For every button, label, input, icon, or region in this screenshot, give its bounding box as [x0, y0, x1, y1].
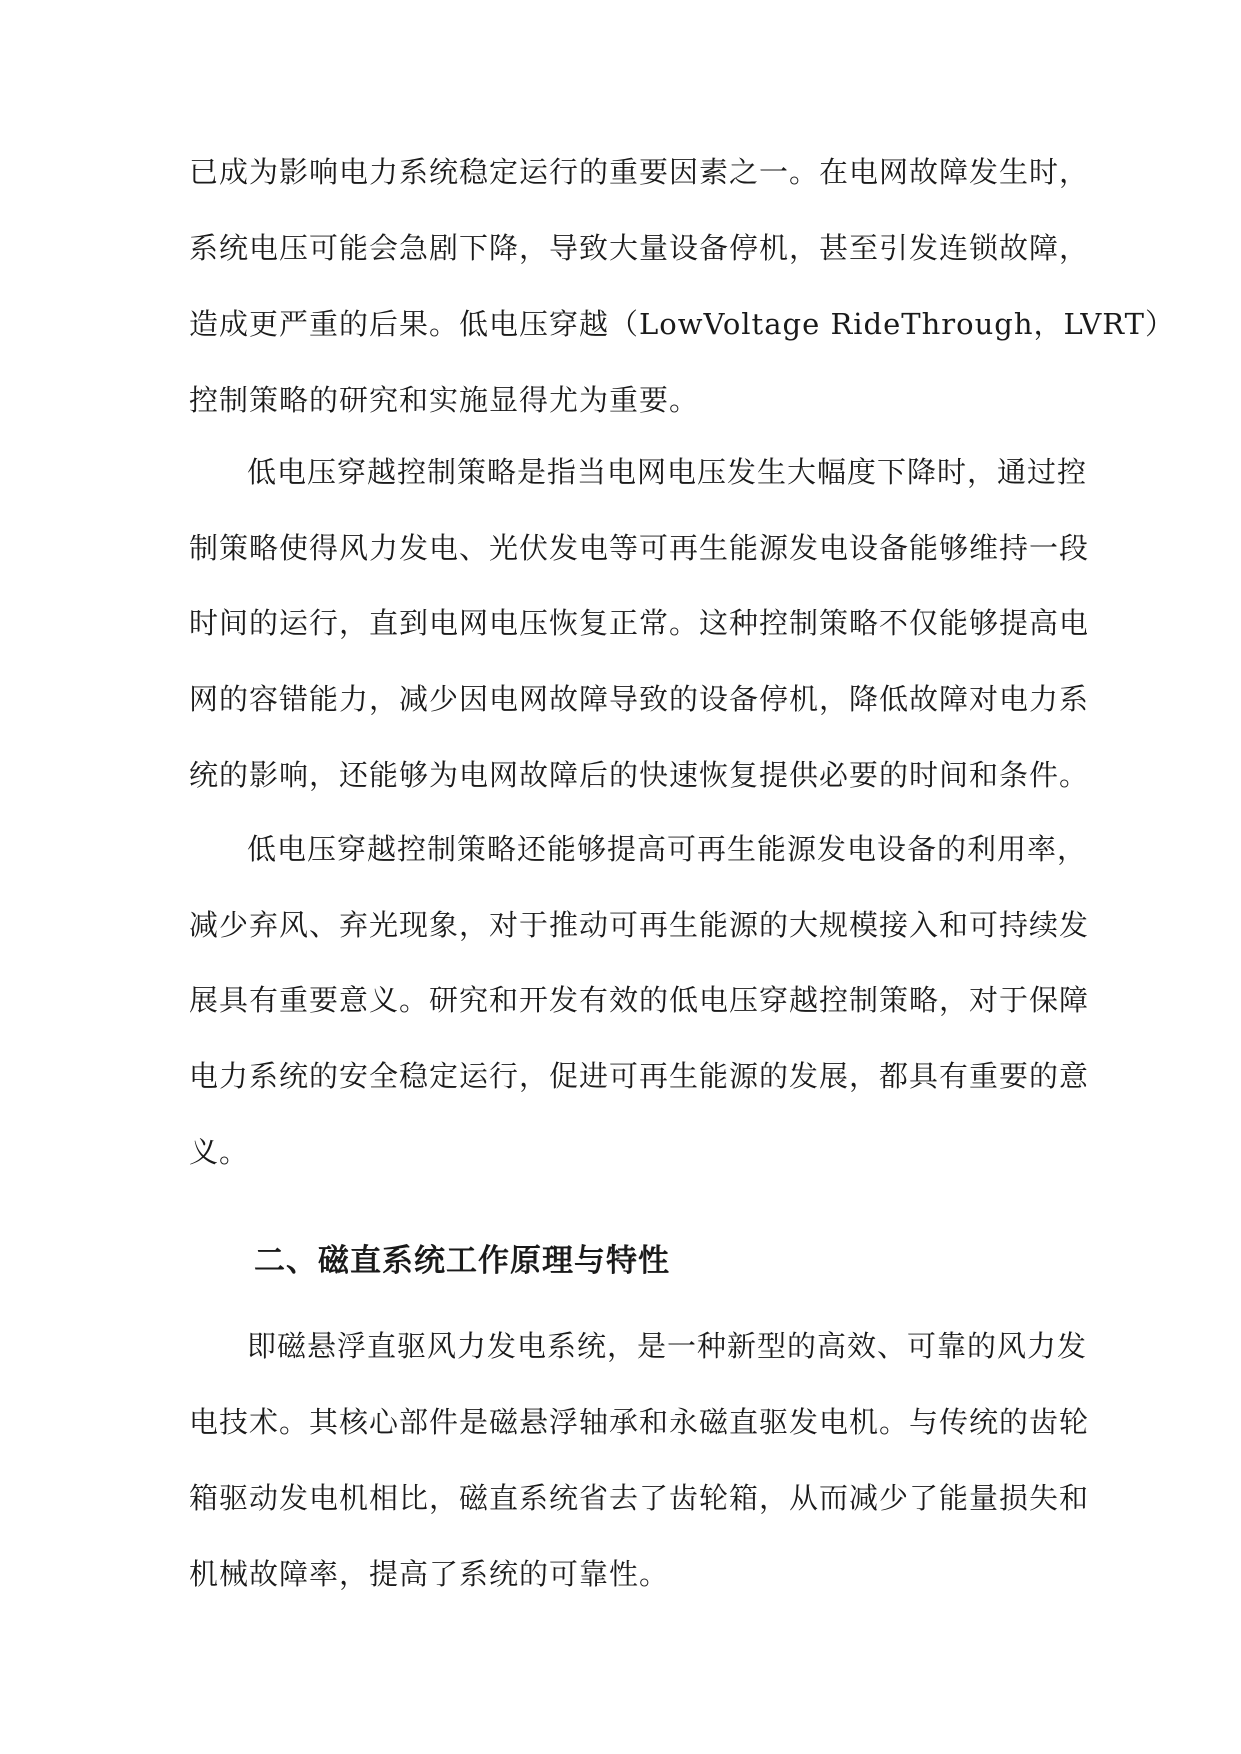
paragraph-3-line-2: 减少弃风、弃光现象，对于推动可再生能源的大规模接入和可持续发: [189, 908, 1090, 942]
paragraph-1-line-4: 控制策略的研究和实施显得尤为重要。: [189, 383, 700, 417]
paragraph-1-line-2: 系统电压可能会急剧下降，导致大量设备停机，甚至引发连锁故障，: [189, 231, 1090, 265]
section-heading: 二、磁直系统工作原理与特性: [254, 1243, 670, 1279]
paragraph-1-line-1: 已成为影响电力系统稳定运行的重要因素之一。在电网故障发生时，: [189, 155, 1090, 189]
paragraph-2-line-4: 网的容错能力，减少因电网故障导致的设备停机，降低故障对电力系: [189, 682, 1090, 716]
paragraph-2-line-2: 制策略使得风力发电、光伏发电等可再生能源发电设备能够维持一段: [189, 531, 1090, 565]
paragraph-4-line-4: 机械故障率，提高了系统的可靠性。: [189, 1557, 670, 1591]
paragraph-2-line-1: 低电压穿越控制策略是指当电网电压发生大幅度下降时，通过控: [247, 455, 1088, 489]
paragraph-2-line-5: 统的影响，还能够为电网故障后的快速恢复提供必要的时间和条件。: [189, 758, 1090, 792]
paragraph-3-line-4: 电力系统的安全稳定运行，促进可再生能源的发展，都具有重要的意: [189, 1059, 1090, 1093]
paragraph-3-line-5: 义。: [189, 1135, 250, 1169]
paragraph-3-line-1: 低电压穿越控制策略还能够提高可再生能源发电设备的利用率，: [247, 832, 1088, 866]
paragraph-4-line-1: 即磁悬浮直驱风力发电系统，是一种新型的高效、可靠的风力发: [247, 1329, 1088, 1363]
paragraph-4-line-2: 电技术。其核心部件是磁悬浮轴承和永磁直驱发电机。与传统的齿轮: [189, 1405, 1090, 1439]
paragraph-1-line-3: 造成更严重的后果。低电压穿越（LowVoltage RideThrough，LVRT）: [189, 307, 1175, 341]
paragraph-4-line-3: 箱驱动发电机相比，磁直系统省去了齿轮箱，从而减少了能量损失和: [189, 1481, 1090, 1515]
paragraph-3-line-3: 展具有重要意义。研究和开发有效的低电压穿越控制策略，对于保障: [189, 983, 1090, 1017]
paragraph-2-line-3: 时间的运行，直到电网电压恢复正常。这种控制策略不仅能够提高电: [189, 606, 1090, 640]
